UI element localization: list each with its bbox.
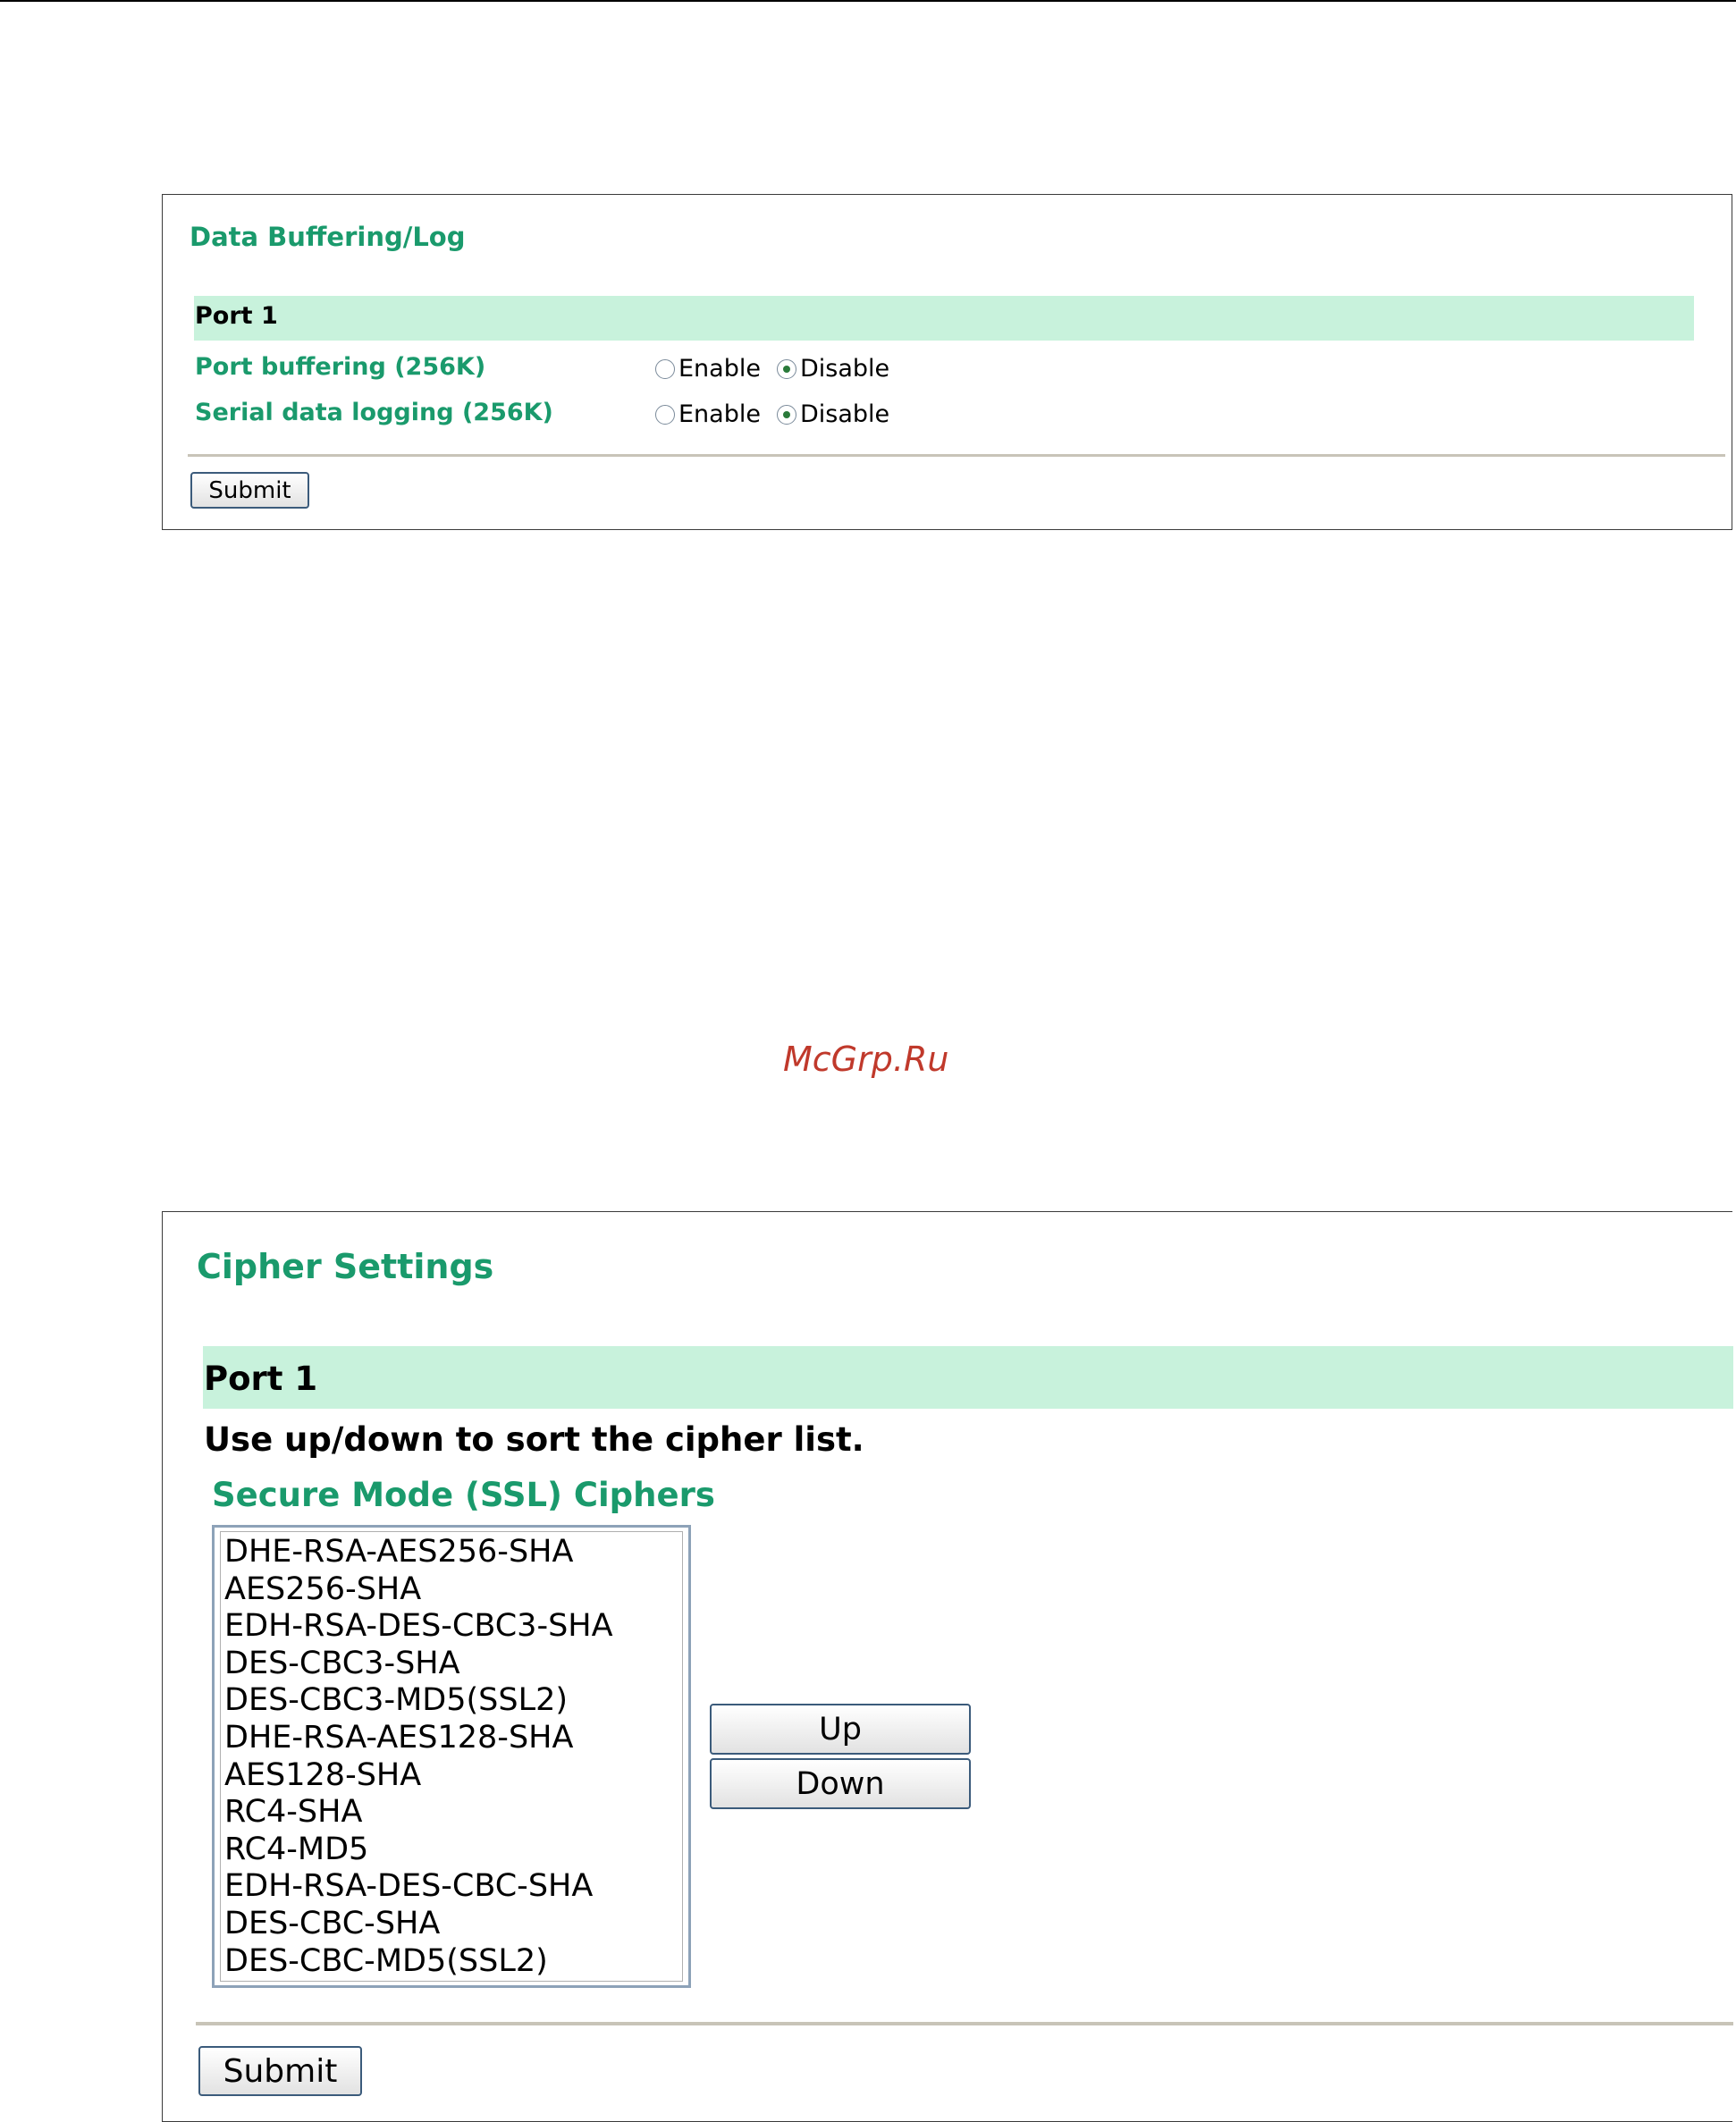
cipher-list-title: Secure Mode (SSL) Ciphers xyxy=(212,1476,715,1514)
up-button[interactable]: Up xyxy=(710,1704,971,1755)
cipher-list xyxy=(220,1531,683,1982)
cipher-option[interactable]: EDH-RSA-DES-CBC-SHA xyxy=(224,1868,594,1905)
cipher-option[interactable]: DES-CBC3-SHA xyxy=(224,1645,460,1681)
down-button[interactable]: Down xyxy=(710,1758,971,1809)
cipher-option[interactable]: AES128-SHA xyxy=(224,1756,422,1793)
serial-data-logging-label: Serial data logging (256K) xyxy=(195,399,553,426)
cipher-option[interactable]: EDH-RSA-DES-CBC3-SHA xyxy=(224,1608,613,1645)
page-top-rule xyxy=(0,0,1736,2)
radio-label: Enable xyxy=(678,400,761,428)
panel-title: Data Buffering/Log xyxy=(190,222,466,252)
cipher-settings-panel xyxy=(162,1211,1732,2122)
cipher-listbox[interactable] xyxy=(212,1525,691,1988)
port-header-bar xyxy=(203,1346,1733,1409)
cipher-option[interactable]: DES-CBC3-MD5(SSL2) xyxy=(224,1682,569,1719)
cipher-option[interactable]: RC4-SHA xyxy=(224,1794,363,1831)
divider xyxy=(196,2022,1733,2025)
sort-instruction: Use up/down to sort the cipher list. xyxy=(204,1420,864,1459)
submit-button[interactable]: Submit xyxy=(190,472,309,509)
submit-button[interactable]: Submit xyxy=(198,2046,362,2096)
port-label: Port 1 xyxy=(195,302,278,330)
cipher-option[interactable]: DHE-RSA-AES256-SHA xyxy=(224,1534,574,1570)
radio-label: Enable xyxy=(678,355,761,383)
cipher-option[interactable]: DES-CBC-SHA xyxy=(224,1905,441,1941)
cipher-option[interactable]: DES-CBC-MD5(SSL2) xyxy=(224,1942,548,1979)
radio-label: Disable xyxy=(799,355,890,383)
serial-logging-options xyxy=(655,400,906,428)
port-buffering-label: Port buffering (256K) xyxy=(195,353,486,381)
serial-logging-enable-radio[interactable] xyxy=(655,405,675,425)
port-header-bar xyxy=(194,296,1694,341)
radio-label: Disable xyxy=(799,400,890,428)
panel-title: Cipher Settings xyxy=(197,1247,494,1286)
cipher-option[interactable]: RC4-MD5 xyxy=(224,1831,369,1867)
watermark-text: McGrp.Ru xyxy=(783,1040,949,1079)
divider xyxy=(188,454,1725,457)
port-buffering-disable-radio[interactable] xyxy=(777,359,796,379)
port-buffering-enable-radio[interactable] xyxy=(655,359,675,379)
port-buffering-options xyxy=(655,355,906,383)
data-buffering-panel xyxy=(162,194,1732,530)
cipher-option[interactable]: DHE-RSA-AES128-SHA xyxy=(224,1719,574,1756)
port-label: Port 1 xyxy=(204,1360,318,1398)
serial-logging-disable-radio[interactable] xyxy=(777,405,796,425)
cipher-option[interactable]: AES256-SHA xyxy=(224,1570,422,1607)
